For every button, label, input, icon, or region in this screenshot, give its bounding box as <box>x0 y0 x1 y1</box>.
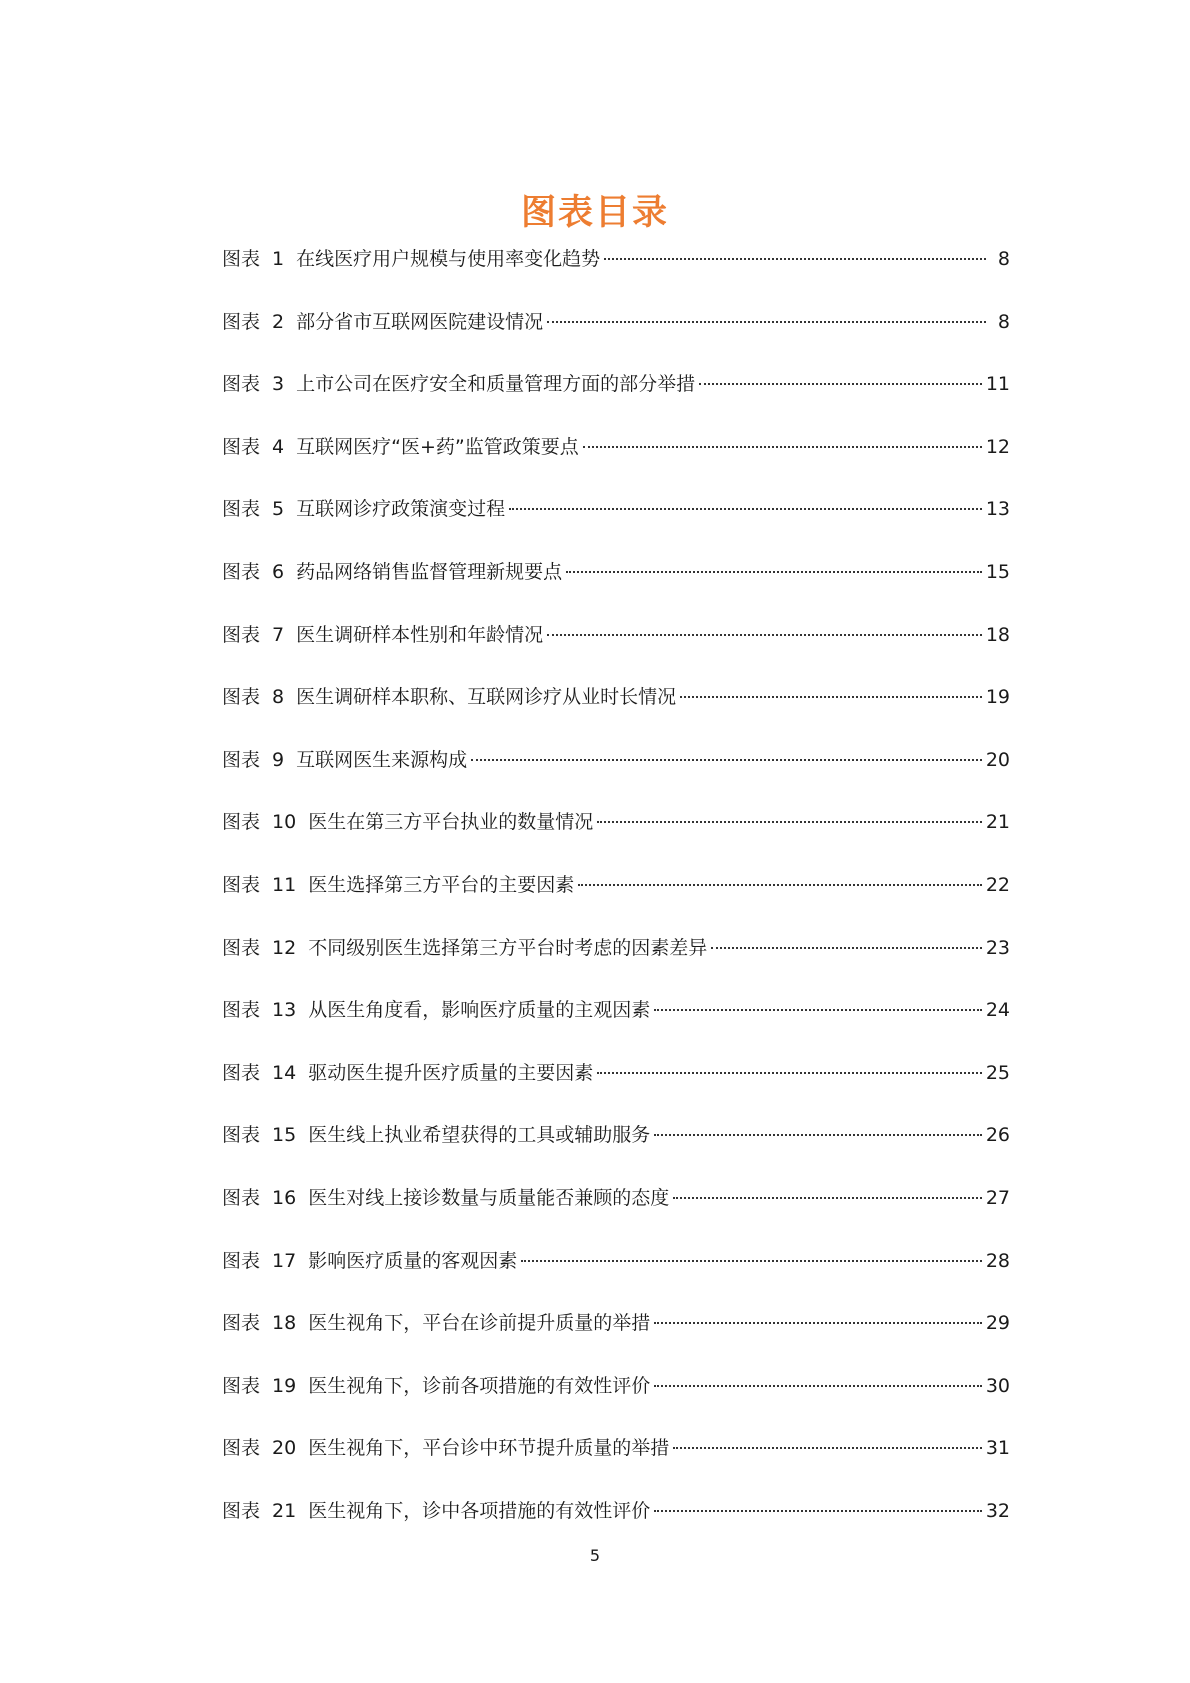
dot-leader <box>583 446 982 448</box>
dot-leader <box>547 321 986 323</box>
toc-entry-label: 图表 <box>222 999 261 1022</box>
toc-entry-page: 8 <box>997 310 1010 333</box>
toc-entry-label: 图表 <box>222 1374 261 1397</box>
toc-entry-title: 互联网医疗“医+药”监管政策要点 <box>296 435 579 458</box>
toc-entry-title: 医生视角下，平台诊中环节提升质量的举措 <box>308 1437 670 1460</box>
toc-entry[interactable] <box>222 1435 1010 1498</box>
toc-entry[interactable] <box>222 371 1010 434</box>
toc-entry-number: 1 <box>272 248 285 270</box>
toc-entry-label: 图表 <box>222 1312 261 1335</box>
toc-entry[interactable] <box>222 809 1010 872</box>
toc-entry-page: 19 <box>985 686 1010 709</box>
toc-entry-label: 图表 <box>222 748 261 771</box>
toc-entry-label: 图表 <box>222 310 261 333</box>
toc-entry[interactable] <box>222 1185 1010 1248</box>
table-of-figures-list <box>222 246 1010 1560</box>
toc-entry-label: 图表 <box>222 873 261 896</box>
toc-entry-title: 医生对线上接诊数量与质量能否兼顾的态度 <box>308 1186 670 1209</box>
toc-entry[interactable] <box>222 622 1010 685</box>
toc-entry-page: 24 <box>985 999 1010 1022</box>
toc-entry[interactable] <box>222 935 1010 998</box>
toc-entry-label: 图表 <box>222 811 261 834</box>
toc-entry-number: 2 <box>272 310 285 333</box>
page-title: 图表目录 <box>520 193 669 234</box>
dot-leader <box>654 1134 982 1136</box>
toc-entry-number: 12 <box>272 936 297 959</box>
toc-entry-title: 医生线上执业希望获得的工具或辅助服务 <box>308 1124 651 1147</box>
toc-entry-number: 19 <box>272 1374 297 1397</box>
toc-entry-number: 14 <box>272 1061 297 1084</box>
dot-leader <box>578 884 982 886</box>
toc-entry-label: 图表 <box>222 373 261 396</box>
dot-leader <box>699 383 982 385</box>
toc-entry-page: 15 <box>985 560 1010 583</box>
toc-entry-title: 医生视角下，诊中各项措施的有效性评价 <box>308 1499 651 1522</box>
toc-entry-number: 16 <box>272 1186 297 1209</box>
toc-entry-number: 11 <box>272 873 297 896</box>
toc-entry-page: 27 <box>985 1186 1010 1209</box>
dot-leader <box>597 821 982 823</box>
toc-entry-page: 26 <box>985 1124 1010 1147</box>
page-number: 5 <box>589 1546 601 1565</box>
dot-leader <box>654 1385 982 1387</box>
toc-entry-page: 11 <box>985 373 1010 396</box>
toc-entry-number: 21 <box>272 1499 297 1522</box>
dot-leader <box>471 759 982 761</box>
dot-leader <box>711 947 982 949</box>
toc-entry[interactable] <box>222 309 1010 372</box>
dot-leader <box>673 1447 982 1449</box>
toc-entry-page: 13 <box>985 498 1010 521</box>
toc-entry[interactable] <box>222 1310 1010 1373</box>
toc-entry-title: 互联网诊疗政策演变过程 <box>296 498 506 521</box>
toc-entry-title: 医生调研样本性别和年龄情况 <box>296 623 544 646</box>
toc-entry-label: 图表 <box>222 623 261 646</box>
toc-entry-label: 图表 <box>222 1249 261 1272</box>
toc-entry-title: 医生视角下，诊前各项措施的有效性评价 <box>308 1374 651 1397</box>
toc-entry-page: 18 <box>985 623 1010 646</box>
toc-entry-page: 23 <box>985 936 1010 959</box>
toc-entry-label: 图表 <box>222 435 261 458</box>
toc-entry-title: 医生在第三方平台执业的数量情况 <box>308 811 594 834</box>
dot-leader <box>680 696 982 698</box>
dot-leader <box>566 571 982 573</box>
toc-entry-number: 15 <box>272 1124 297 1147</box>
toc-entry-title: 在线医疗用户规模与使用率变化趋势 <box>296 248 601 270</box>
toc-entry[interactable] <box>222 1248 1010 1311</box>
toc-entry-number: 9 <box>272 748 285 771</box>
toc-entry-page: 20 <box>985 748 1010 771</box>
toc-entry-title: 医生视角下，平台在诊前提升质量的举措 <box>308 1312 651 1335</box>
toc-entry-title: 医生选择第三方平台的主要因素 <box>308 873 575 896</box>
toc-entry[interactable] <box>222 559 1010 622</box>
toc-entry-page: 22 <box>985 873 1010 896</box>
toc-entry-label: 图表 <box>222 560 261 583</box>
toc-entry-label: 图表 <box>222 1124 261 1147</box>
dot-leader <box>521 1260 982 1262</box>
toc-entry-title: 上市公司在医疗安全和质量管理方面的部分举措 <box>296 373 696 396</box>
dot-leader <box>509 508 982 510</box>
toc-entry-label: 图表 <box>222 936 261 959</box>
toc-entry-page: 31 <box>985 1437 1010 1460</box>
toc-entry-title: 不同级别医生选择第三方平台时考虑的因素差异 <box>308 936 708 959</box>
toc-entry-title: 互联网医生来源构成 <box>296 748 468 771</box>
toc-entry-number: 10 <box>272 811 297 834</box>
toc-entry-page: 25 <box>985 1061 1010 1084</box>
toc-entry-title: 从医生角度看，影响医疗质量的主观因素 <box>308 999 651 1022</box>
toc-entry-number: 6 <box>272 560 285 583</box>
toc-entry[interactable] <box>222 747 1010 810</box>
toc-entry-title: 药品网络销售监督管理新规要点 <box>296 560 563 583</box>
toc-entry-page: 32 <box>985 1499 1010 1522</box>
toc-entry-label: 图表 <box>222 248 261 270</box>
toc-entry-title: 驱动医生提升医疗质量的主要因素 <box>308 1061 594 1084</box>
toc-entry-page: 8 <box>997 248 1010 270</box>
dot-leader <box>604 258 986 260</box>
toc-entry-label: 图表 <box>222 1437 261 1460</box>
dot-leader <box>654 1009 982 1011</box>
toc-entry[interactable] <box>222 1373 1010 1436</box>
toc-entry-page: 29 <box>985 1312 1010 1335</box>
toc-entry[interactable] <box>222 246 1010 309</box>
dot-leader <box>597 1072 982 1074</box>
dot-leader <box>654 1510 982 1512</box>
toc-entry[interactable] <box>222 684 1010 747</box>
toc-entry-title: 医生调研样本职称、互联网诊疗从业时长情况 <box>296 686 677 709</box>
toc-entry[interactable] <box>222 872 1010 935</box>
toc-entry[interactable] <box>222 997 1010 1060</box>
toc-entry-number: 3 <box>272 373 285 396</box>
toc-entry-number: 8 <box>272 686 285 709</box>
toc-entry-label: 图表 <box>222 1061 261 1084</box>
toc-entry-title: 部分省市互联网医院建设情况 <box>296 310 544 333</box>
dot-leader <box>654 1322 982 1324</box>
toc-entry-page: 12 <box>985 435 1010 458</box>
toc-entry-number: 4 <box>272 435 285 458</box>
toc-entry-number: 20 <box>272 1437 297 1460</box>
toc-entry-number: 13 <box>272 999 297 1022</box>
toc-entry-page: 21 <box>985 811 1010 834</box>
toc-entry[interactable] <box>222 1122 1010 1185</box>
toc-entry-label: 图表 <box>222 686 261 709</box>
toc-entry-number: 18 <box>272 1312 297 1335</box>
toc-entry-label: 图表 <box>222 498 261 521</box>
toc-entry-number: 7 <box>272 623 285 646</box>
dot-leader <box>547 634 982 636</box>
toc-entry-page: 28 <box>985 1249 1010 1272</box>
toc-entry-label: 图表 <box>222 1186 261 1209</box>
toc-entry-label: 图表 <box>222 1499 261 1522</box>
toc-entry-number: 5 <box>272 498 285 521</box>
dot-leader <box>673 1197 982 1199</box>
toc-entry[interactable] <box>222 434 1010 497</box>
toc-entry[interactable] <box>222 496 1010 559</box>
toc-entry[interactable] <box>222 1060 1010 1123</box>
toc-entry-page: 30 <box>985 1374 1010 1397</box>
toc-entry-title: 影响医疗质量的客观因素 <box>308 1249 518 1272</box>
toc-entry-number: 17 <box>272 1249 297 1272</box>
